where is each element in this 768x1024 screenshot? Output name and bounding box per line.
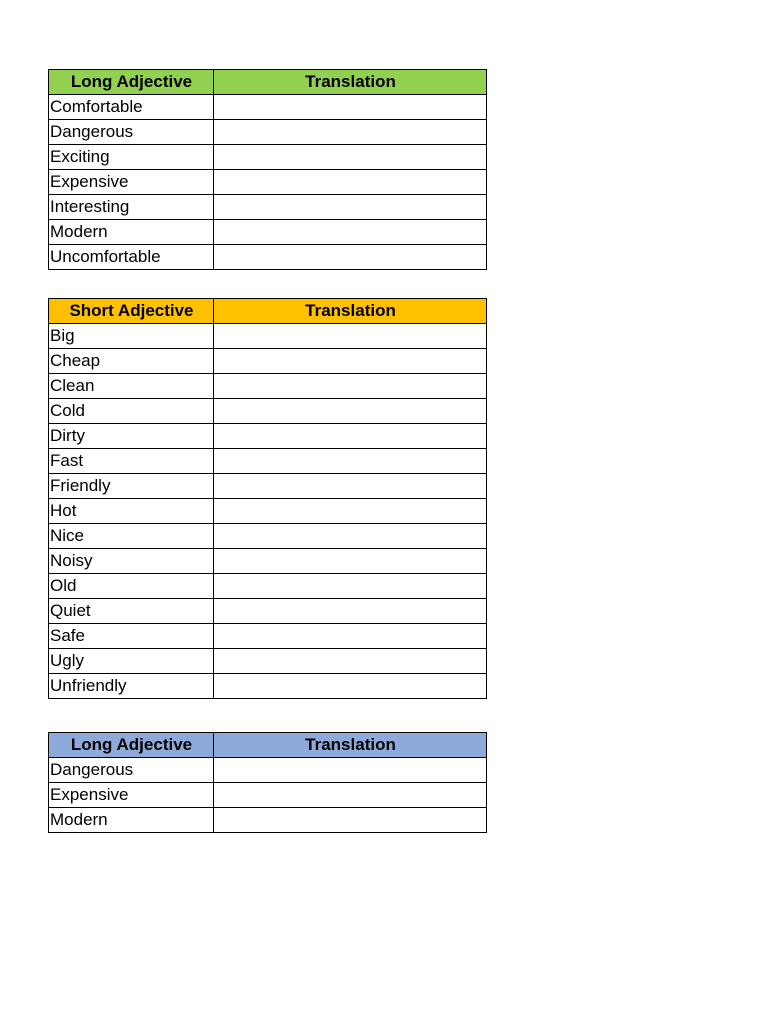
adjective-cell: Interesting [49, 195, 214, 220]
translation-cell[interactable] [214, 349, 487, 374]
translation-cell[interactable] [214, 374, 487, 399]
adjective-cell: Cheap [49, 349, 214, 374]
adjective-cell: Noisy [49, 549, 214, 574]
translation-cell[interactable] [214, 574, 487, 599]
table-row [49, 449, 487, 474]
adjective-cell: Big [49, 324, 214, 349]
adjective-cell: Safe [49, 624, 214, 649]
header-row [49, 733, 487, 758]
translation-cell[interactable] [214, 220, 487, 245]
adjective-cell: Dangerous [49, 758, 214, 783]
adjective-cell: Hot [49, 499, 214, 524]
translation-cell[interactable] [214, 170, 487, 195]
table-row [49, 674, 487, 699]
translation-cell[interactable] [214, 783, 487, 808]
translation-cell[interactable] [214, 474, 487, 499]
table-row [49, 474, 487, 499]
table-row [49, 374, 487, 399]
adjective-cell: Expensive [49, 783, 214, 808]
adjective-cell: Friendly [49, 474, 214, 499]
translation-cell[interactable] [214, 808, 487, 833]
column-header-adjective: Short Adjective [49, 299, 214, 324]
column-header-translation: Translation [214, 299, 487, 324]
table-row [49, 574, 487, 599]
adjective-cell: Nice [49, 524, 214, 549]
translation-cell[interactable] [214, 599, 487, 624]
table-row [49, 349, 487, 374]
translation-cell[interactable] [214, 95, 487, 120]
table-body [49, 95, 487, 270]
adjective-cell: Quiet [49, 599, 214, 624]
translation-cell[interactable] [214, 649, 487, 674]
column-header-translation: Translation [214, 70, 487, 95]
adjective-cell: Comfortable [49, 95, 214, 120]
table-row [49, 170, 487, 195]
translation-cell[interactable] [214, 195, 487, 220]
table-row [49, 758, 487, 783]
long-adjective-table [48, 69, 487, 270]
adjective-cell: Old [49, 574, 214, 599]
translation-cell[interactable] [214, 245, 487, 270]
translation-cell[interactable] [214, 120, 487, 145]
translation-cell[interactable] [214, 145, 487, 170]
adjective-cell: Exciting [49, 145, 214, 170]
adjective-cell: Clean [49, 374, 214, 399]
translation-cell[interactable] [214, 524, 487, 549]
table-row [49, 524, 487, 549]
table-row [49, 499, 487, 524]
translation-cell[interactable] [214, 758, 487, 783]
adjective-cell: Expensive [49, 170, 214, 195]
table-row [49, 808, 487, 833]
translation-cell[interactable] [214, 674, 487, 699]
table-row [49, 120, 487, 145]
table-row [49, 245, 487, 270]
adjective-cell: Fast [49, 449, 214, 474]
column-header-adjective: Long Adjective [49, 733, 214, 758]
adjective-cell: Dangerous [49, 120, 214, 145]
column-header-translation: Translation [214, 733, 487, 758]
table-row [49, 95, 487, 120]
adjective-cell: Cold [49, 399, 214, 424]
table-row [49, 783, 487, 808]
header-row [49, 70, 487, 95]
table-row [49, 549, 487, 574]
table-row [49, 399, 487, 424]
adjective-cell: Uncomfortable [49, 245, 214, 270]
table-row [49, 624, 487, 649]
table-row [49, 220, 487, 245]
translation-cell[interactable] [214, 549, 487, 574]
table-row [49, 599, 487, 624]
translation-cell[interactable] [214, 424, 487, 449]
translation-cell[interactable] [214, 499, 487, 524]
translation-cell[interactable] [214, 399, 487, 424]
adjective-cell: Unfriendly [49, 674, 214, 699]
translation-cell[interactable] [214, 449, 487, 474]
adjective-cell: Dirty [49, 424, 214, 449]
adjective-cell: Modern [49, 220, 214, 245]
short-adjective-table [48, 298, 487, 699]
adjective-cell: Modern [49, 808, 214, 833]
long-adjective-review-table [48, 732, 487, 833]
column-header-adjective: Long Adjective [49, 70, 214, 95]
table-body [49, 324, 487, 699]
translation-cell[interactable] [214, 324, 487, 349]
table-body [49, 758, 487, 833]
table-row [49, 195, 487, 220]
translation-cell[interactable] [214, 624, 487, 649]
adjective-cell: Ugly [49, 649, 214, 674]
table-row [49, 649, 487, 674]
header-row [49, 299, 487, 324]
table-row [49, 424, 487, 449]
table-row [49, 145, 487, 170]
table-row [49, 324, 487, 349]
